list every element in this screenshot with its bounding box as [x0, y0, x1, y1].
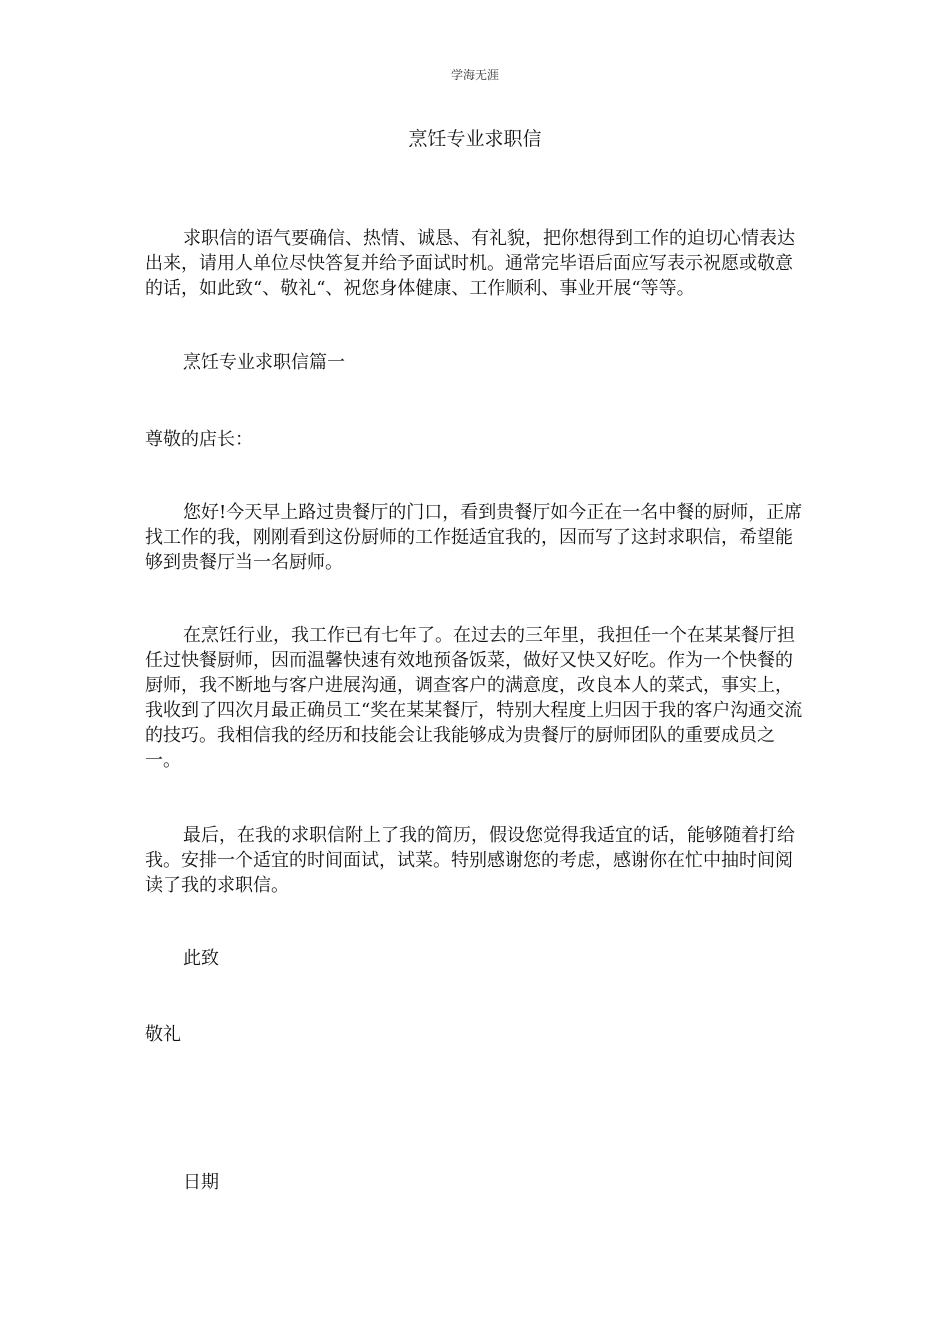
body-paragraph-1: 您好!今天早上路过贵餐厅的门口，看到贵餐厅如今正在一名中餐的厨师，正席找工作的我，刚刚看到这份厨师的工作挺适宜我的，因而写了这封求职信，希望能够到贵餐厅当一名厨师。 — [145, 502, 803, 573]
closing-line-1: 此致 — [183, 948, 219, 969]
body-paragraph-2: 在烹饪行业，我工作已有七年了。在过去的三年里，我担任一个在某某餐厅担任过快餐厨师，因而温馨快速有效地预备饭菜，做好又快又好吃。作为一个快餐的厨师，我不断地与客户进展沟通，调查客户的满意度，改良本人的菜式，事实上，我收到了四次月最正确员工“奖在某某餐厅，特别大程度上归因于我的客户沟通交流的技巧。我相信我的经历和技能会让我能够成为贵餐厅的厨师团队的重要成员之一。 — [145, 625, 803, 771]
letter-greeting: 尊敬的店长： — [145, 429, 253, 450]
section-subtitle: 烹饪专业求职信篇一 — [183, 352, 345, 373]
page-header: 学海无涯 — [450, 68, 499, 82]
date-line: 日期 — [183, 1172, 219, 1193]
intro-paragraph: 求职信的语气要确信、热情、诚恳、有礼貌，把你想得到工作的迫切心情表达出来，请用人单位尽快答复并给予面试时机。通常完毕语后面应写表示祝愿或敬意的话，如此致“、敬礼“、祝您身体健康、工作顺利、事业开展“等等。 — [145, 228, 795, 299]
closing-line-2: 敬礼 — [145, 1024, 181, 1045]
document-title: 烹饪专业求职信 — [408, 128, 542, 150]
body-paragraph-3: 最后，在我的求职信附上了我的简历，假设您觉得我适宜的话，能够随着打给我。安排一个适宜的时间面试，试菜。特别感谢您的考虑，感谢你在忙中抽时间阅读了我的求职信。 — [145, 825, 795, 896]
